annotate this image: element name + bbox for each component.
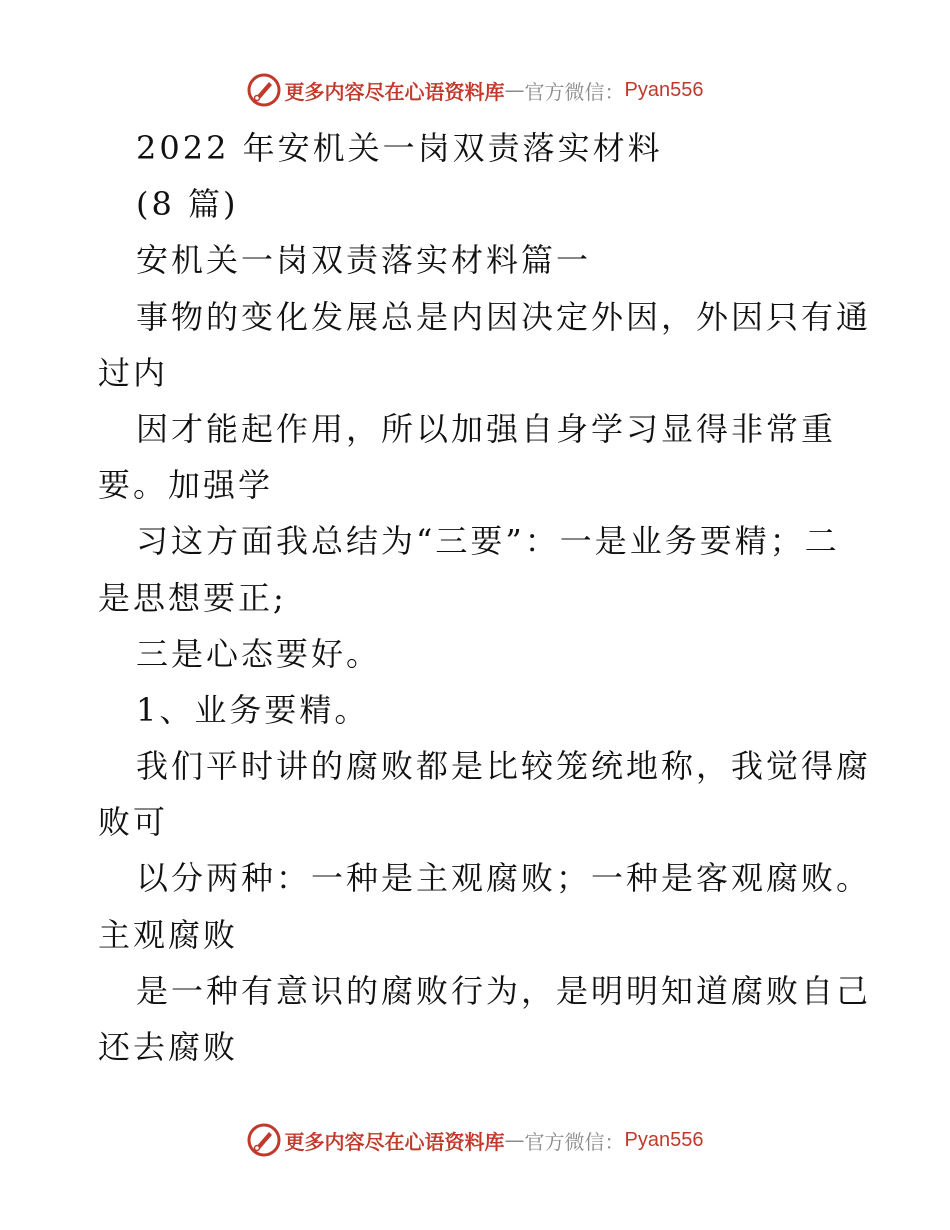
text-line: 习这方面我总结为“三要”：一是业务要精；二 <box>136 522 840 561</box>
banner-dash: — <box>504 1128 525 1152</box>
banner-main-text: 更多内容尽在心语资料库 <box>284 1129 505 1154</box>
text-line: 是思想要正; <box>98 578 287 617</box>
document-body <box>98 120 872 1075</box>
banner-dash: — <box>504 78 525 102</box>
brand-logo-icon <box>247 1123 281 1157</box>
document-subtitle: (8 篇) <box>136 185 239 224</box>
text-line: 我们平时讲的腐败都是比较笼统地称，我觉得腐 <box>136 747 872 786</box>
header-watermark-banner <box>0 70 950 110</box>
text-line: 要。加强学 <box>98 466 274 505</box>
banner-wechat-id: Pyan556 <box>624 1128 704 1151</box>
section-heading: 安机关一岗双责落实材料篇一 <box>136 241 592 280</box>
banner-wechat-label: 官方微信： <box>524 79 625 104</box>
banner-main-text: 更多内容尽在心语资料库 <box>284 79 505 104</box>
footer-watermark-banner <box>0 1120 950 1160</box>
text-line: 三是心态要好。 <box>136 634 382 673</box>
text-line: 因才能起作用，所以加强自身学习显得非常重 <box>136 409 837 448</box>
document-title: 2022 年安机关一岗双责落实材料 <box>136 129 663 167</box>
text-line: 过内 <box>98 353 169 392</box>
banner-wechat-id: Pyan556 <box>624 78 704 101</box>
banner-wechat-label: 官方微信： <box>524 1129 625 1154</box>
text-line: 败可 <box>98 803 169 842</box>
subsection-heading: 1、业务要精。 <box>136 690 370 729</box>
brand-logo-icon <box>247 73 281 107</box>
text-line: 主观腐败 <box>98 915 239 954</box>
text-line: 还去腐败 <box>98 1028 239 1066</box>
text-line: 是一种有意识的腐败行为，是明明知道腐败自己 <box>136 971 872 1010</box>
text-line: 事物的变化发展总是内因决定外因，外因只有通 <box>136 297 872 336</box>
text-line: 以分两种：一种是主观腐败；一种是客观腐败。 <box>136 859 872 898</box>
